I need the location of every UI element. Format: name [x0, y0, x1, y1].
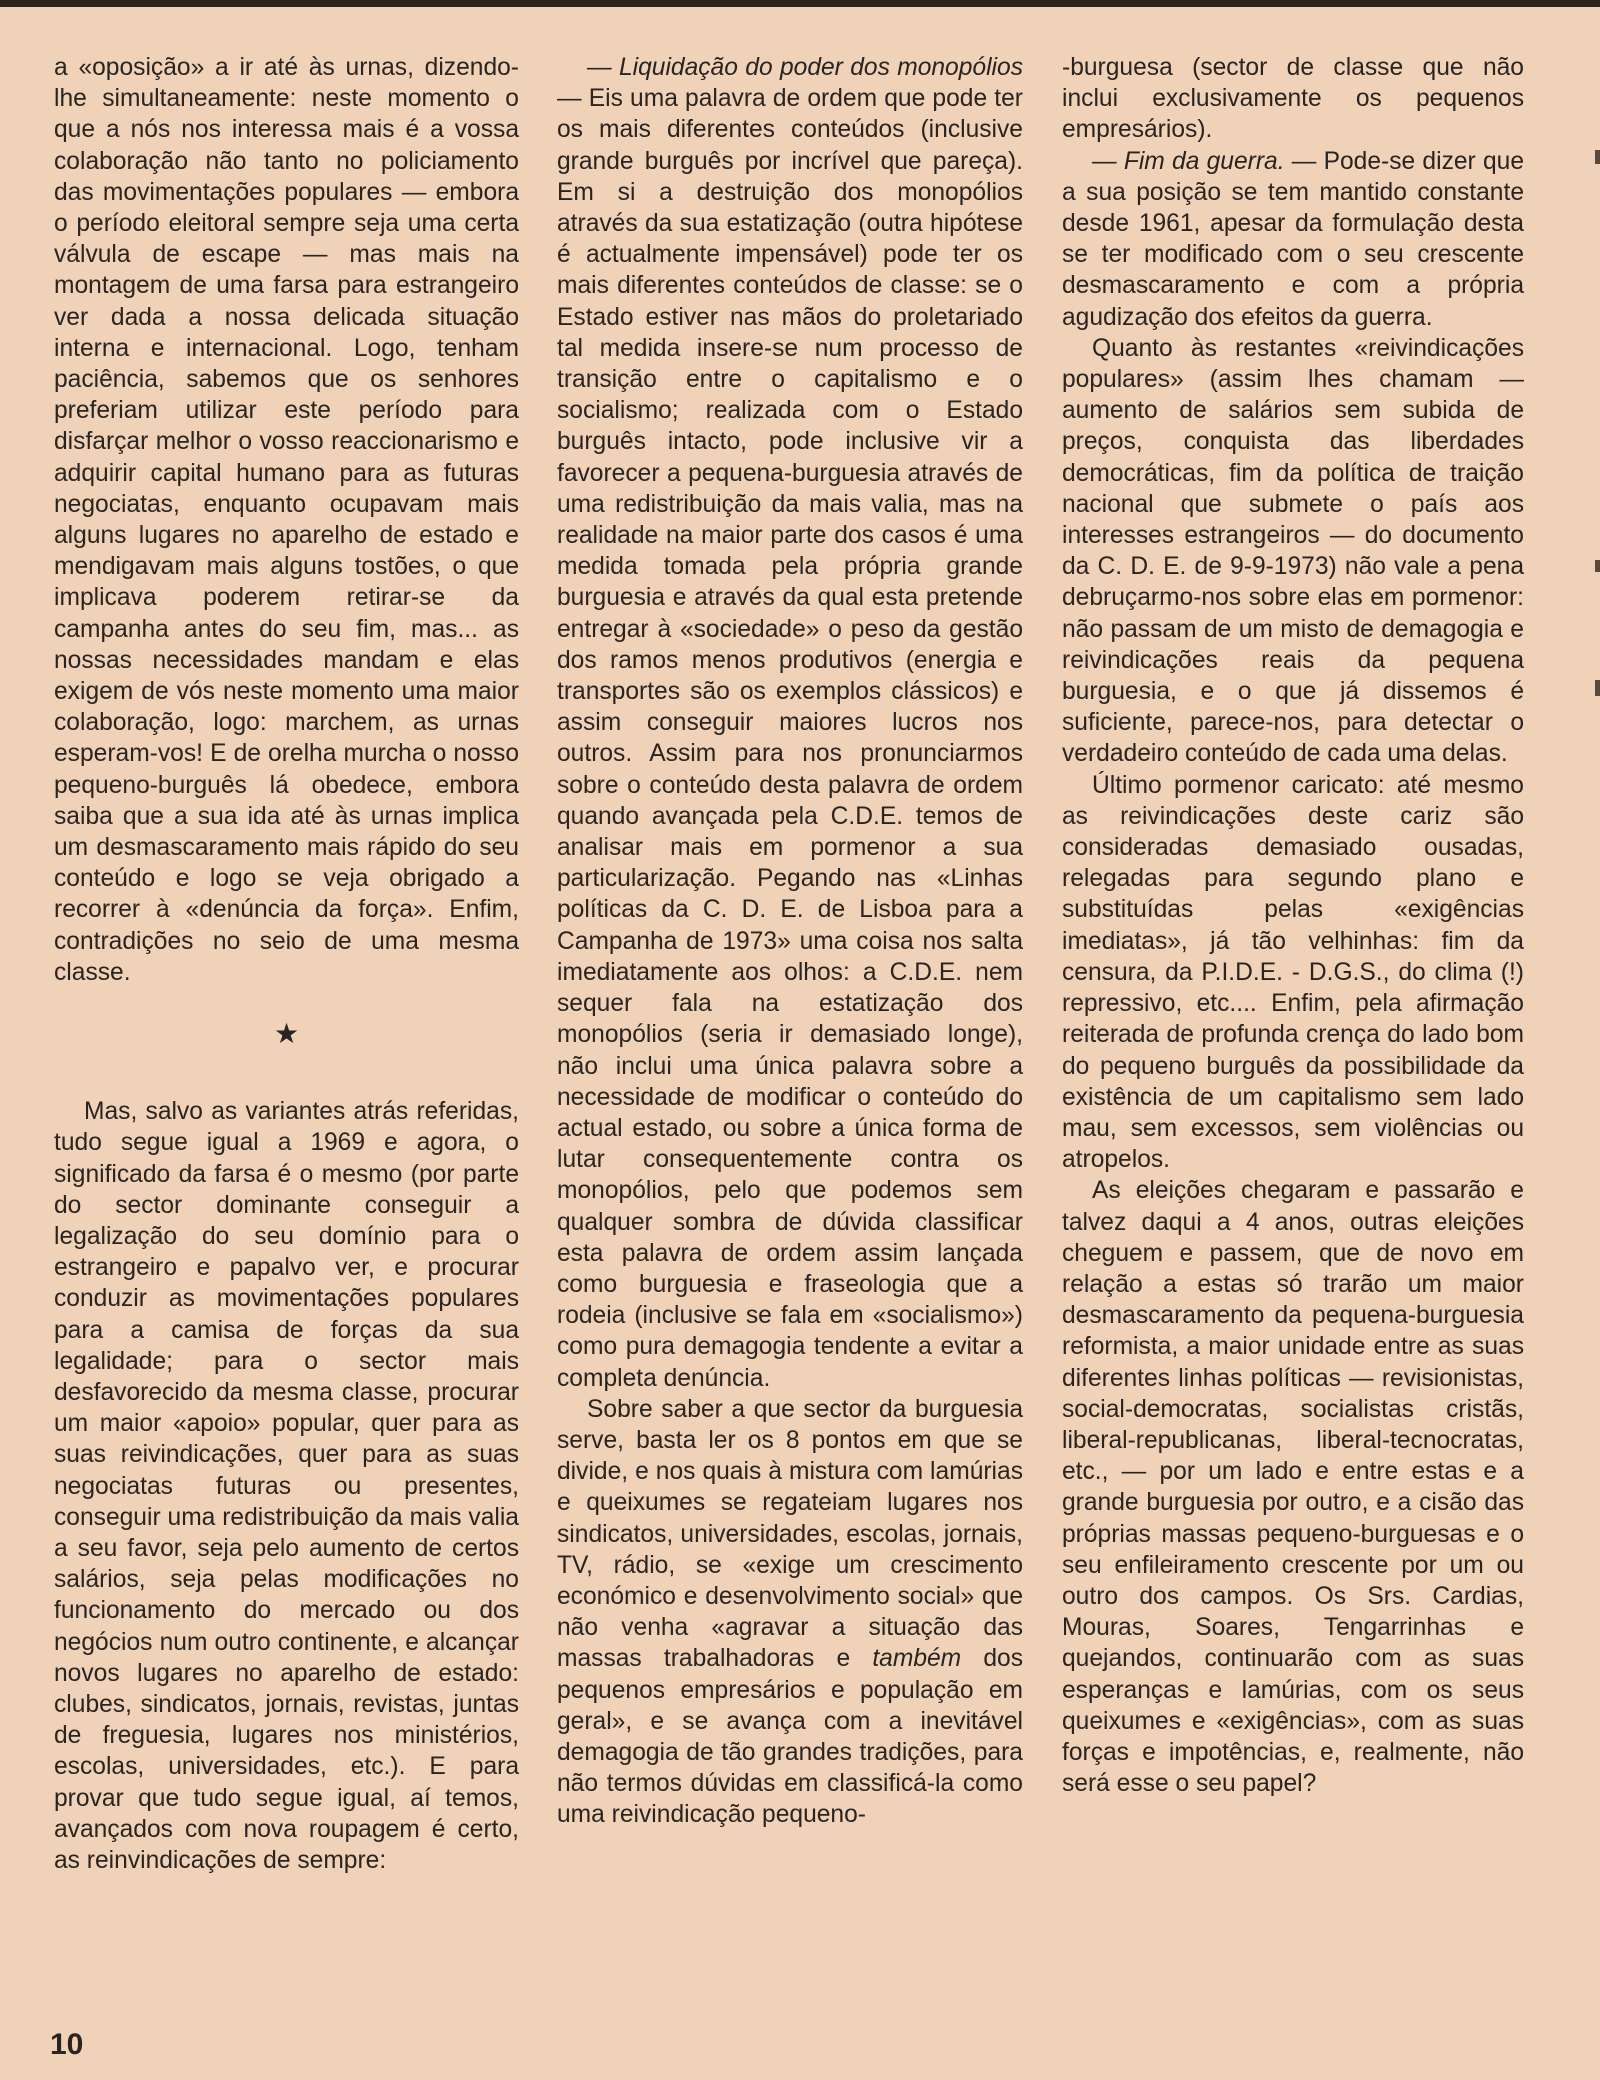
column-3-paragraph-1: -burguesa (sector de classe que não inclui exclusivamente os pequenos empresários).	[1062, 54, 1524, 144]
column-2-paragraph-2-part-a: Sobre saber a que sector da burguesia serve, basta ler os 8 pontos em que se divide, e nos quais à mistura com lamúrias e queixumes se regateiam lugares nos sindicatos, universidades, escolas, jornais, TV, rádio, se «exige um crescimento económico e desenvolvimento social» que não venha «agravar a situação das massas trabalhadoras e	[557, 1395, 1023, 1673]
column-2-paragraph-2-part-b: dos pequenos empresários e população em geral», e se avança com a inevitável demagogia de tão grandes tradições, para não termos dúvidas em classificá-la como uma reivindicação pequeno-	[557, 1645, 1023, 1829]
column-3-paragraph-2-body: — Pode-se dizer que a sua posição se tem mantido constante desde 1961, apesar da formulação desta se ter modificado com o seu crescente desmascaramento e com a própria agudização dos efeitos da guerra.	[1062, 147, 1524, 331]
column-2-paragraph-2	[557, 1394, 1023, 1831]
column-1	[54, 52, 519, 1876]
top-rule	[0, 0, 1600, 7]
margin-mark	[1595, 680, 1600, 696]
column-1-paragraph-2: Mas, salvo as variantes atrás referidas, tudo segue igual a 1969 e agora, o significado da farsa é o mesmo (por parte do sector dominante conseguir a legalização do seu domínio para o estrangeiro e papalvo ver, e procurar conduzir as movimentações populares para a camisa de forças da sua legalidade; para o sector mais desfavorecido da mesma classe, procurar um maior «apoio» popular, quer para as suas reivindicações, quer para as suas negociatas futuras ou presentes, conseguir uma redistribuição da mais valia a seu favor, seja pelo aumento de certos salários, seja pelas modificações no funcionamento do mercado ou dos negócios num outro continente, e alcançar novos lugares no aparelho de estado: clubes, sindicatos, jornais, revistas, juntas de freguesia, lugares nos ministérios, escolas, universidades, etc.). E para provar que tudo segue igual, aí temos, avançados com nova roupagem é certo, as reinvindicações de sempre:	[54, 1098, 519, 1874]
heading-fim-da-guerra: — Fim da guerra.	[1092, 147, 1285, 175]
heading-monopolios: — Liquidação do poder dos monopólios	[587, 54, 1023, 81]
column-3-paragraph-2	[1062, 146, 1524, 333]
column-3	[1062, 52, 1524, 1799]
section-star-separator: ★	[273, 1018, 300, 1050]
column-3-paragraph-3: Quanto às restantes «reivindicações populares» (assim lhes chamam — aumento de salários sem subida de preços, conquista das liberdades democráticas, fim da política de traição nacional que submete o país aos interesses estrangeiros — do documento da C. D. E. de 9-9-1973) não vale a pena debruçarmo-nos sobre elas em pormenor: não passam de um misto de demagogia e reivindicações reais da pequena burguesia, e o que já dissemos é suficiente, parece-nos, para detectar o verdadeiro conteúdo de cada uma delas.	[1062, 334, 1524, 768]
column-3-paragraph-4: Último pormenor caricato: até mesmo as reivindicações deste cariz são consideradas demasiado ousadas, relegadas para segundo plano e substituídas pelas «exigências imediatas», já tão velhinhas: fim da censura, da P.I.D.E. - D.G.S., do clima (!) repressivo, etc.... Enfim, pela afirmação reiterada de profunda crença do lado bom do pequeno burguês da possibilidade da existência de um capitalismo sem lado mau, sem excessos, sem violências ou atropelos.	[1062, 771, 1524, 1174]
margin-mark	[1595, 150, 1600, 164]
page-number: 10	[50, 2028, 84, 2061]
column-1-paragraph-1: a «oposição» a ir até às urnas, dizendo-lhe simultaneamente: neste momento o que a nós nos interessa mais é a vossa colaboração não tanto no policiamento das movimentações populares — embora o período eleitoral sempre seja uma certa válvula de escape — mas mais na montagem de uma farsa para estrangeiro ver dada a nossa delicada situação interna e internacional. Logo, tenham paciência, sabemos que os senhores preferiam utilizar este período para disfarçar melhor o vosso reaccionarismo e adquirir capital humano para as futuras negociatas, enquanto ocupavam mais alguns lugares no aparelho de estado e mendigavam mais alguns tostões, o que implicava poderem retirar-se da campanha antes do seu fim, mas... as nossas necessidades mandam e elas exigem de vós neste momento uma maior colaboração, logo: marchem, as urnas esperam-vos! E de orelha murcha o nosso pequeno-burguês lá obedece, embora saiba que a sua ida até às urnas implica um desmascaramento mais rápido do seu conteúdo e logo se veja obrigado a recorrer à «denúncia da força». Enfim, contradições no seio de uma mesma classe.	[54, 54, 519, 986]
emphasis-tambem: também	[872, 1645, 962, 1673]
column-2-paragraph-1-body: — Eis uma palavra de ordem que pode ter os mais diferentes conteúdos (inclusive grande burguês por incrível que pareça). Em si a destruição dos monopólios através da sua estatização (outra hipótese é actualmente impensável) pode ter os mais diferentes conteúdos de classe: se o Estado estiver nas mãos do proletariado tal medida insere-se num processo de transição entre o capitalismo e o socialismo; realizada com o Estado burguês intacto, pode inclusive vir a favorecer a pequena-burguesia através de uma redistribuição da mais valia, mas na realidade na maior parte dos casos é uma medida tomada pela própria grande burguesia e através da qual esta pretende entregar à «sociedade» o peso da gestão dos ramos menos produtivos (energia e transportes são os exemplos clássicos) e assim conseguir maiores lucros nos outros. Assim para nos pronunciarmos sobre o conteúdo desta palavra de ordem quando avançada pela C.D.E. temos de analisar mais em pormenor a sua particularização. Pegando nas «Linhas políticas da C. D. E. de Lisboa para a Campanha de 1973» uma coisa nos salta imediatamente aos olhos: a C.D.E. nem sequer fala na estatização dos monopólios (seria ir demasiado longe), não inclui uma única palavra sobre a necessidade de modificar o conteúdo do actual estado, ou sobre a única forma de lutar consequentemente contra os monopólios, pelo que podemos sem qualquer sombra de dúvida classificar esta palavra de ordem assim lançada como burguesia e fraseologia que a rodeia (inclusive se fala em «socialismo») como pura demagogia tendente a evitar a completa denúncia.	[557, 85, 1023, 1392]
margin-mark	[1595, 560, 1600, 572]
column-2	[557, 52, 1023, 1831]
column-2-paragraph-1	[557, 52, 1023, 1394]
column-3-paragraph-5: As eleições chegaram e passarão e talvez daqui a 4 anos, outras eleições cheguem e passem, que de novo em relação a estas só trarão um maior desmascaramento da pequena-burguesia reformista, a maior unidade entre as suas diferentes linhas políticas — revisionistas, social-democratas, socialistas cristãs, liberal-republicanas, liberal-tecnocratas, etc., — por um lado e entre estas e a grande burguesia por outro, e a cisão das próprias massas pequeno-burguesas e o seu enfileiramento crescente por um ou outro dos campos. Os Srs. Cardias, Mouras, Soares, Tengarrinhas e quejandos, continuarão com as suas esperanças e lamúrias, com os seus queixumes e «exigências», com as suas forças e impotências, e, realmente, não será esse o seu papel?	[1062, 1177, 1524, 1798]
